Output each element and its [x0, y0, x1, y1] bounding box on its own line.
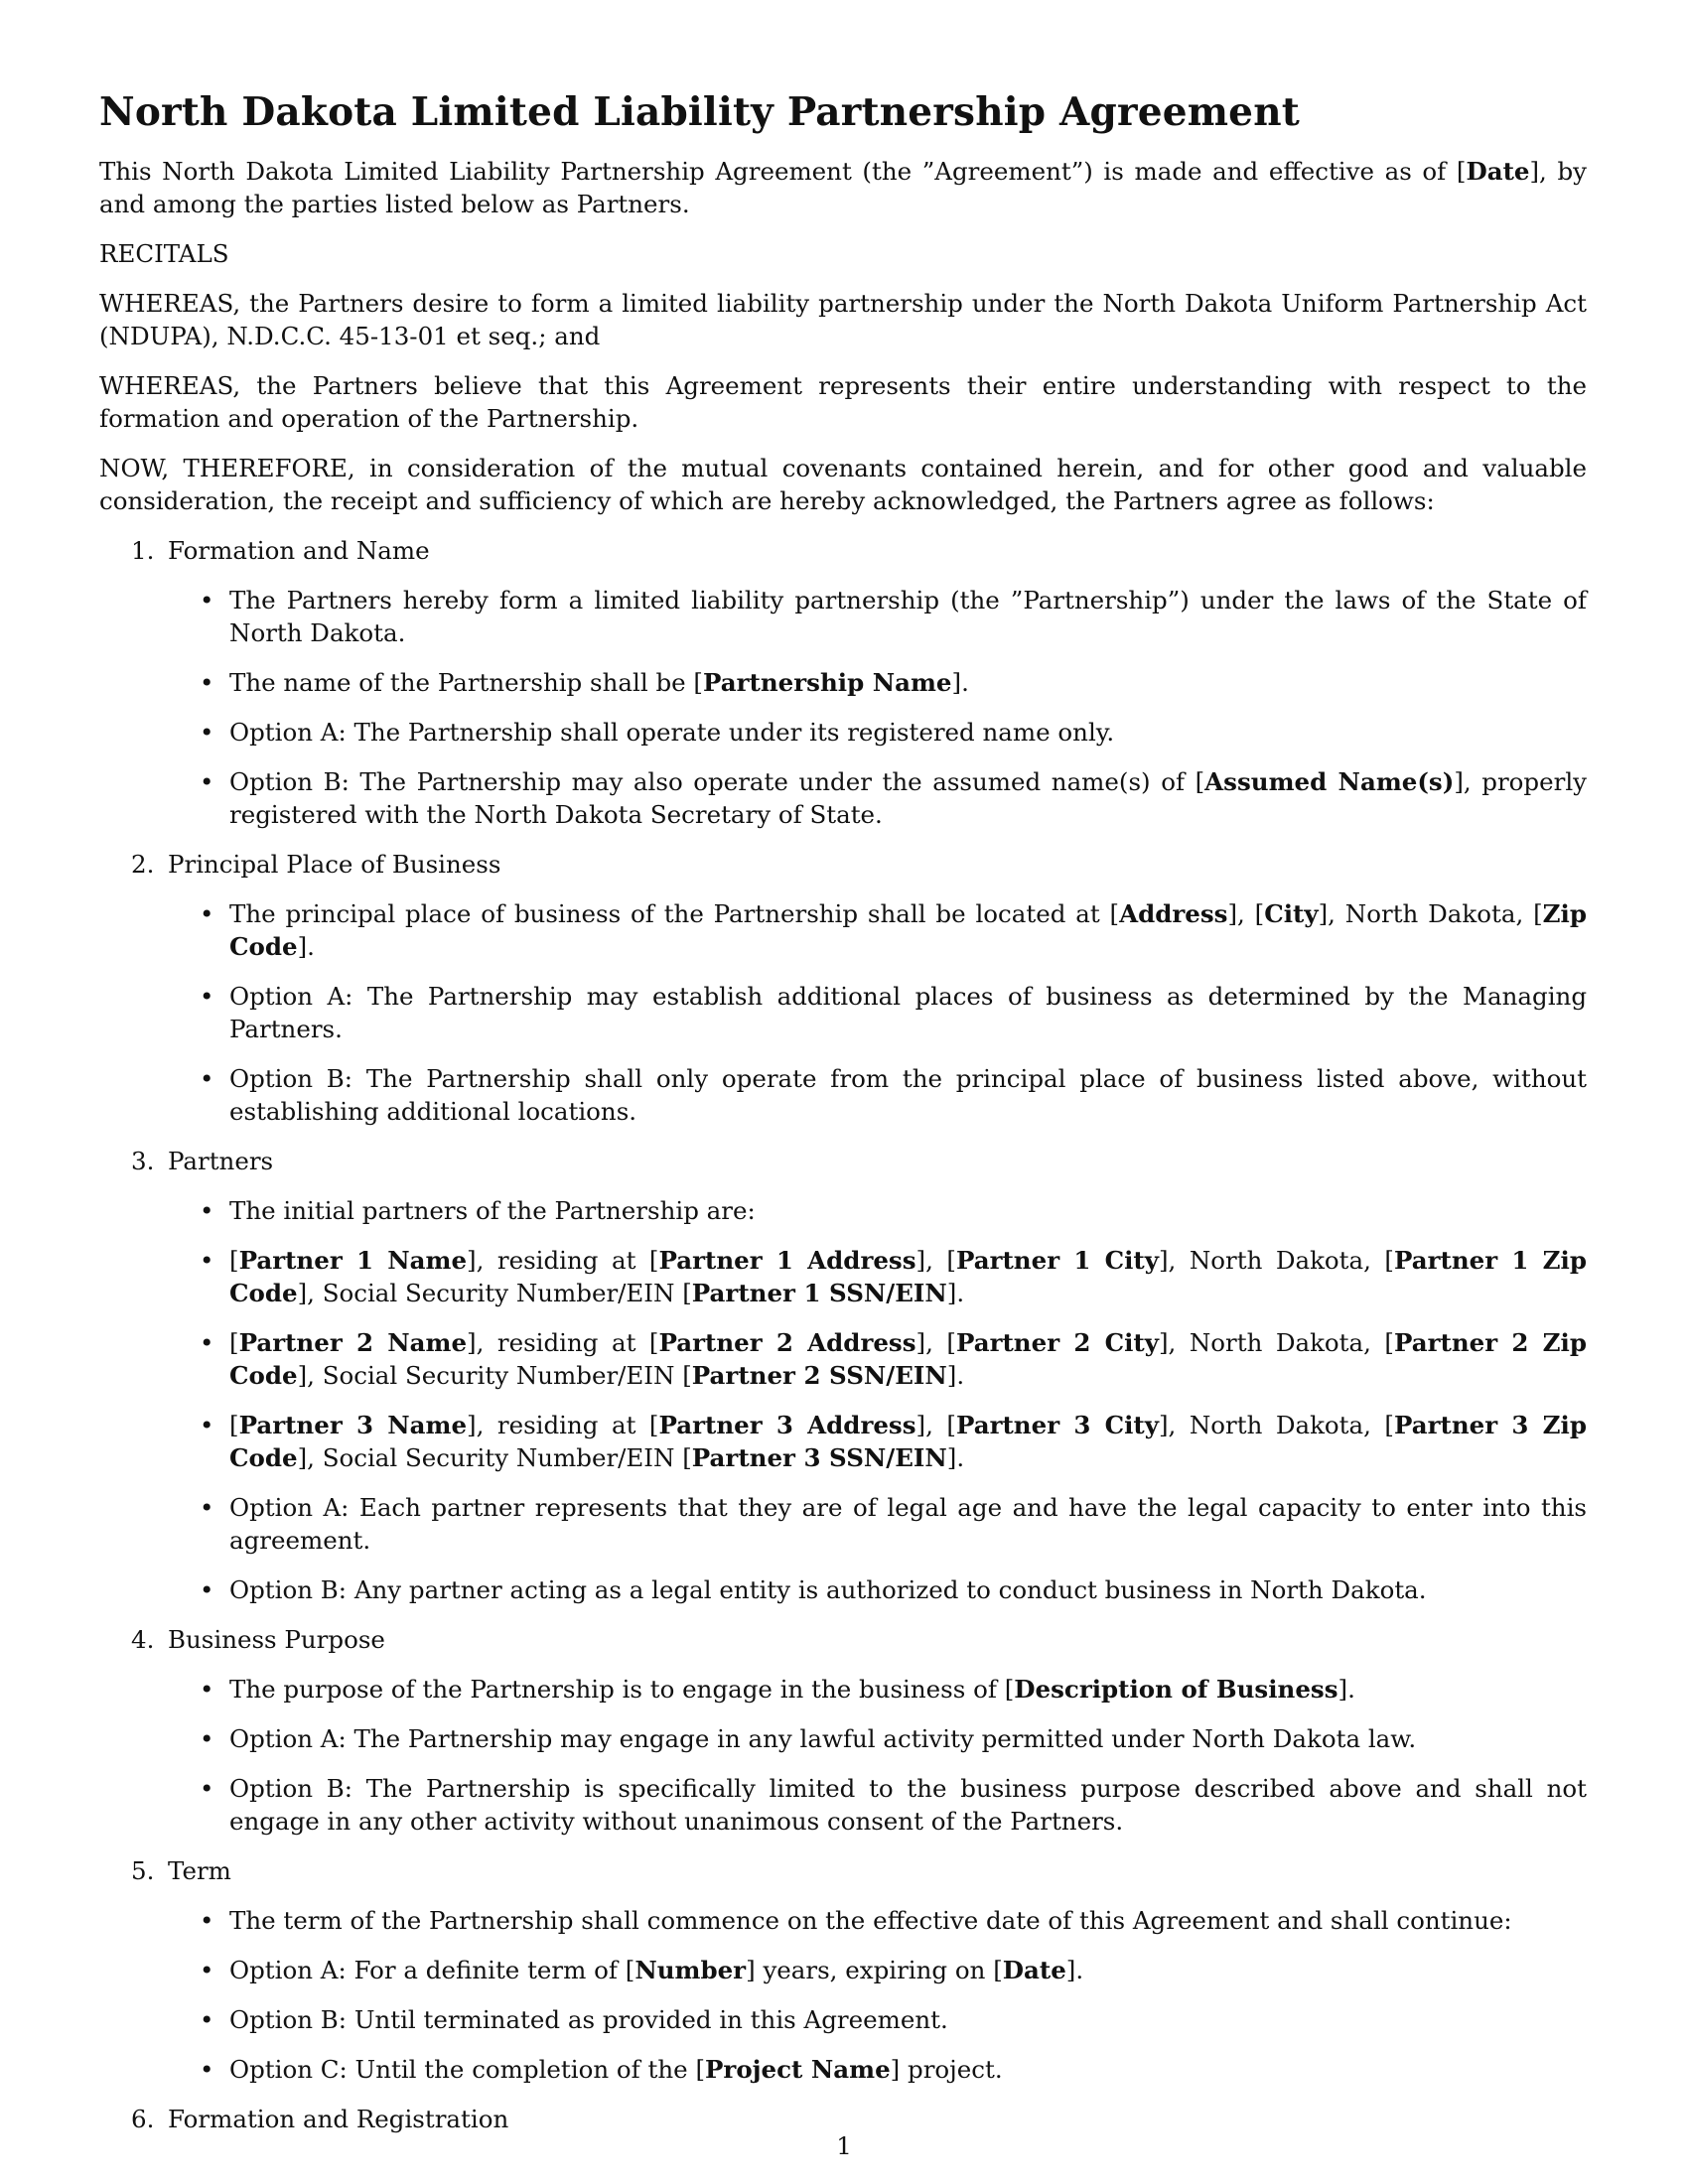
partner-item: • [Partner 1 Name], residing at [Partner 1 Address], [Partner 1 City], North Dakota, [Partner 1 Zip Code], Social Security Number/EIN [Partner 1 SSN/EIN].	[200, 1246, 1587, 1307]
list-item: • Option A: The Partnership shall operate under its registered name only.	[200, 718, 1115, 747]
section-title: Term	[168, 1856, 231, 1885]
section-title: Formation and Registration	[168, 2105, 509, 2133]
list-item: • Option A: The Partnership may engage in any lawful activity permitted under North Dakota law.	[200, 1724, 1417, 1753]
section-number: 6.	[131, 2105, 155, 2133]
section-5	[99, 1854, 1587, 2086]
list-item: • Option B: The Partnership may also operate under the assumed name(s) of [Assumed Name(s)], properly registered with the North Dakota Secretary of State.	[200, 767, 1587, 829]
bullet-icon: •	[200, 1774, 214, 1803]
bullet-icon: •	[200, 1493, 214, 1522]
list-item: • The purpose of the Partnership is to engage in the business of [Description of Business].	[200, 1675, 1355, 1704]
address-field: Address	[1119, 899, 1228, 928]
list-item: • Option A: For a definite term of [Number] years, expiring on [Date].	[200, 1956, 1084, 1984]
section-number: 3.	[131, 1147, 155, 1175]
list-item: • The initial partners of the Partnership are:	[200, 1196, 756, 1225]
list-item: • The principal place of business of the Partnership shall be located at [Address], [City], North Dakota, [Zip Code].	[200, 899, 1587, 961]
bullet-list	[168, 584, 1587, 831]
now-therefore-paragraph: NOW, THEREFORE, in consideration of the mutual covenants contained herein, and for other good and valuable consideration, the receipt and sufficiency of which are hereby acknowledged, the Partners agree as follows:	[99, 454, 1587, 515]
section-number: 4.	[131, 1625, 155, 1654]
date-field: Date	[1466, 157, 1530, 186]
partner-ssn-field: Partner 3 SSN/EIN	[691, 1443, 947, 1472]
bullet-icon: •	[200, 767, 214, 796]
bullet-icon: •	[200, 1196, 214, 1225]
bullet-icon: •	[200, 586, 214, 614]
recitals-heading: RECITALS	[99, 239, 229, 268]
bullet-list	[168, 1194, 1587, 1606]
bullet-icon: •	[200, 1575, 214, 1604]
business-description-field: Description of Business	[1014, 1675, 1338, 1704]
sections-list	[99, 534, 1587, 2135]
bullet-icon: •	[200, 2055, 214, 2084]
bullet-icon: •	[200, 1675, 214, 1704]
list-item: • The Partners hereby form a limited liability partnership (the ”Partnership”) under the laws of the State of North Dakota.	[200, 586, 1587, 647]
partner-address-field: Partner 1 Address	[658, 1246, 916, 1275]
bullet-list	[168, 1904, 1587, 2086]
city-field: City	[1264, 899, 1319, 928]
partnership-name-field: Partnership Name	[702, 668, 952, 697]
list-item: • Option B: The Partnership is specifically limited to the business purpose described above and shall not engage in any other activity without unanimous consent of the Partners.	[200, 1774, 1587, 1836]
whereas-paragraph-2: WHEREAS, the Partners believe that this Agreement represents their entire understanding with respect to the formation and operation of the Partnership.	[99, 371, 1587, 433]
partner-zip-field: Partner 1 Zip Code	[229, 1246, 1587, 1307]
partner-address-field: Partner 3 Address	[658, 1411, 916, 1439]
section-title: Business Purpose	[168, 1625, 385, 1654]
bullet-icon: •	[200, 1246, 214, 1275]
list-item: • Option A: Each partner represents that they are of legal age and have the legal capacity to enter into this agreement.	[200, 1493, 1587, 1555]
partner-name-field: Partner 3 Name	[238, 1411, 468, 1439]
zip-code-field: Zip Code	[229, 899, 1587, 961]
list-item: • Option A: The Partnership may establish additional places of business as determined by the Managing Partners.	[200, 982, 1587, 1043]
partner-ssn-field: Partner 1 SSN/EIN	[691, 1279, 947, 1307]
list-item: • The term of the Partnership shall commence on the effective date of this Agreement and shall continue:	[200, 1906, 1512, 1935]
list-item: • The name of the Partnership shall be [Partnership Name].	[200, 668, 969, 697]
list-item: • Option B: Any partner acting as a legal entity is authorized to conduct business in North Dakota.	[200, 1575, 1427, 1604]
section-title: Partners	[168, 1147, 274, 1175]
partner-zip-field: Partner 2 Zip Code	[229, 1328, 1587, 1390]
project-name-field: Project Name	[705, 2055, 891, 2084]
bullet-icon: •	[200, 1411, 214, 1439]
partner-name-field: Partner 1 Name	[238, 1246, 468, 1275]
section-number: 2.	[131, 850, 155, 879]
number-field: Number	[634, 1956, 747, 1984]
list-item: • Option B: Until terminated as provided in this Agreement.	[200, 2005, 948, 2034]
section-title: Principal Place of Business	[168, 850, 501, 879]
bullet-icon: •	[200, 1724, 214, 1753]
partner-city-field: Partner 1 City	[955, 1246, 1159, 1275]
intro-paragraph: This North Dakota Limited Liability Partnership Agreement (the ”Agreement”) is made and effective as of [Date], by and among the parties listed below as Partners.	[99, 157, 1587, 218]
document-page	[99, 87, 1587, 2152]
partner-city-field: Partner 2 City	[955, 1328, 1159, 1357]
partner-item: • [Partner 3 Name], residing at [Partner 3 Address], [Partner 3 City], North Dakota, [Partner 3 Zip Code], Social Security Number/EIN [Partner 3 SSN/EIN].	[200, 1411, 1587, 1472]
bullet-icon: •	[200, 1906, 214, 1935]
bullet-icon: •	[200, 1956, 214, 1984]
bullet-icon: •	[200, 1064, 214, 1093]
partner-zip-field: Partner 3 Zip Code	[229, 1411, 1587, 1472]
page-number: 1	[836, 2131, 852, 2160]
section-title: Formation and Name	[168, 536, 430, 565]
partner-address-field: Partner 2 Address	[658, 1328, 916, 1357]
bullet-icon: •	[200, 982, 214, 1011]
section-number: 5.	[131, 1856, 155, 1885]
document-title: North Dakota Limited Liability Partnership Agreement	[99, 89, 1300, 135]
section-4	[99, 1623, 1587, 1838]
section-number: 1.	[131, 536, 155, 565]
bullet-icon: •	[200, 718, 214, 747]
date-field: Date	[1002, 1956, 1066, 1984]
section-3	[99, 1145, 1587, 1606]
bullet-list	[168, 1673, 1587, 1838]
list-item: • Option C: Until the completion of the [Project Name] project.	[200, 2055, 1003, 2084]
list-item: • Option B: The Partnership shall only operate from the principal place of business listed above, without establishing additional locations.	[200, 1064, 1587, 1126]
bullet-icon: •	[200, 668, 214, 697]
bullet-icon: •	[200, 899, 214, 928]
assumed-names-field: Assumed Name(s)	[1204, 767, 1455, 796]
whereas-paragraph-1: WHEREAS, the Partners desire to form a limited liability partnership under the North Dakota Uniform Partnership Act (NDUPA), N.D.C.C. 45-13-01 et seq.; and	[99, 289, 1587, 350]
partner-city-field: Partner 3 City	[955, 1411, 1159, 1439]
section-2	[99, 848, 1587, 1128]
partner-name-field: Partner 2 Name	[238, 1328, 468, 1357]
bullet-icon: •	[200, 1328, 214, 1357]
partner-ssn-field: Partner 2 SSN/EIN	[691, 1361, 947, 1390]
bullet-icon: •	[200, 2005, 214, 2034]
section-1	[99, 534, 1587, 831]
partner-item: • [Partner 2 Name], residing at [Partner 2 Address], [Partner 2 City], North Dakota, [Partner 2 Zip Code], Social Security Number/EIN [Partner 2 SSN/EIN].	[200, 1328, 1587, 1390]
bullet-list	[168, 897, 1587, 1128]
